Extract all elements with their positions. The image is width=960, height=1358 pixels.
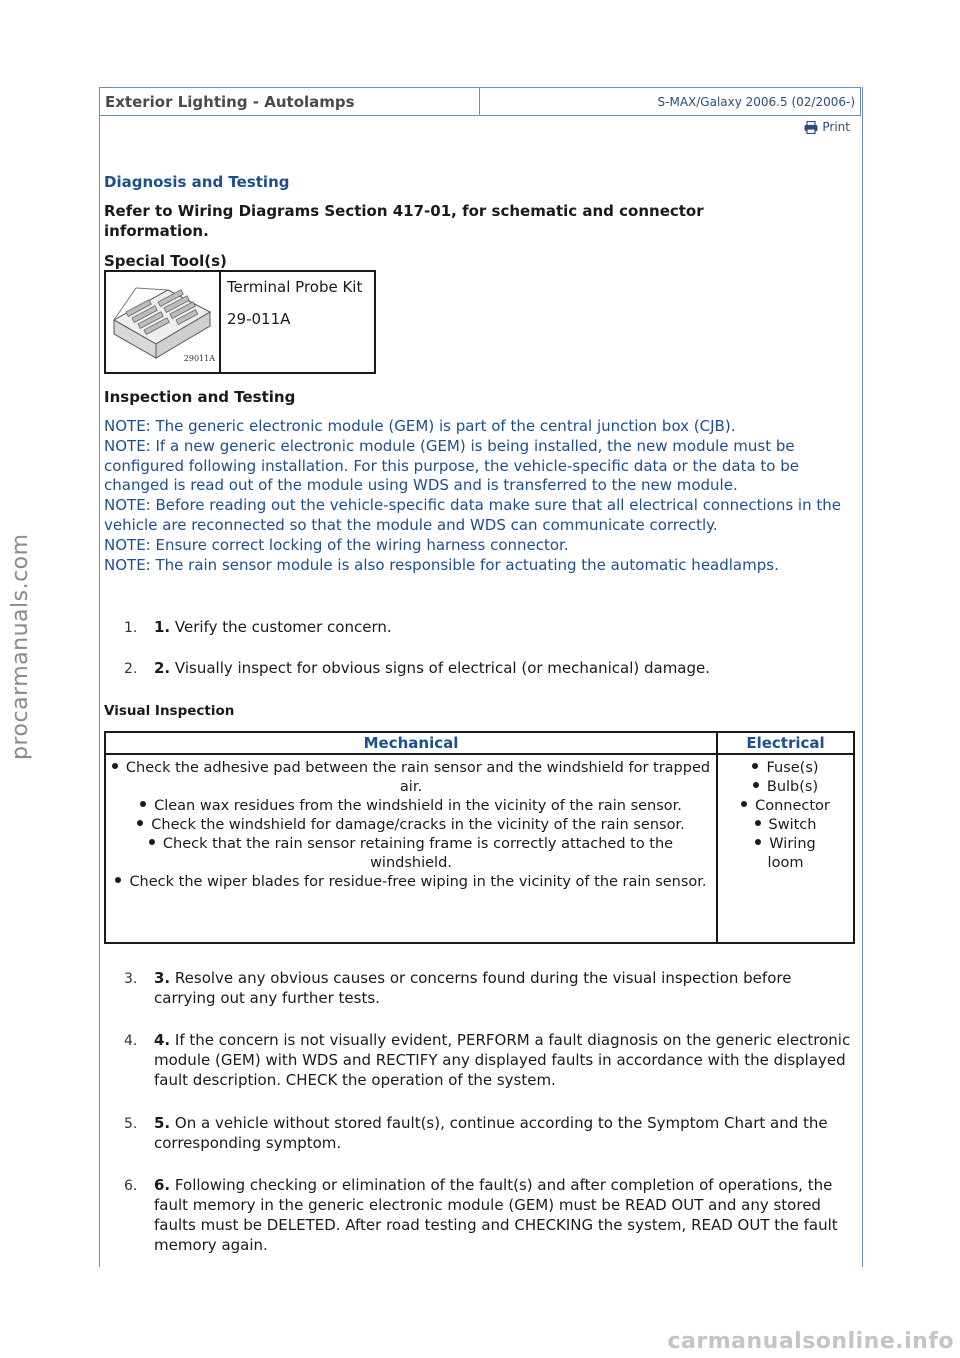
special-tool-table [104,270,376,374]
step-2 [104,658,874,678]
note-2: NOTE: If a new generic electronic module (GEM) is being installed, the new module must be configured following installation. For this purpose, the vehicle-specific data or the data to be changed is read out of the module using WDS and is transferred to the new module. [104,436,799,495]
mechanical-item: Check the wiper blades for residue-free wiping in the vicinity of the rain sensor. [108,873,714,892]
header-electrical: Electrical [717,732,854,754]
note-3: NOTE: Before reading out the vehicle-specific data make sure that all electrical connections in the vehicle are reconnected so that the module and WDS can communicate correctly. [104,496,841,534]
step-number: 4. [124,1033,138,1049]
step-text: Resolve any obvious causes or concerns found during the visual inspection before carrying out any further tests. [154,969,792,1007]
note-5: NOTE: The rain sensor module is also responsible for actuating the automatic headlamps. [104,555,779,574]
side-watermark: procarmanuals.com [8,533,33,760]
electrical-item: Fuse(s) [724,759,847,778]
printer-icon [804,121,818,134]
print-label[interactable]: Print [822,120,850,134]
visual-inspection-table [104,731,855,944]
tool-image-code: 29011A [183,354,215,363]
step-number: 2. [124,661,138,677]
vehicle-model: S-MAX/Galaxy 2006.5 (02/2006-) [657,95,855,109]
note-1: NOTE: The generic electronic module (GEM) is part of the central junction box (CJB). [104,417,736,435]
step-5 [104,1113,859,1153]
special-tools-label: Special Tool(s) [104,252,227,270]
step-text: Visually inspect for obvious signs of electrical (or mechanical) damage. [174,659,711,677]
tool-image [106,272,221,372]
tool-number: 29-011A [227,310,291,328]
step-number: 6. [124,1178,138,1194]
step-bold-number: 1. [154,618,171,636]
step-3 [104,968,854,1008]
header-mechanical: Mechanical [105,732,717,754]
notes-block [104,417,849,575]
mechanical-list [105,754,717,943]
electrical-item: Switch [724,816,847,835]
step-bold-number: 2. [154,659,171,677]
tool-name: Terminal Probe Kit [227,278,363,296]
step-number: 5. [124,1116,138,1132]
step-text: On a vehicle without stored fault(s), continue according to the Symptom Chart and the corresponding symptom. [154,1114,828,1152]
refer-text: Refer to Wiring Diagrams Section 417-01, for schematic and connector information. [104,202,704,240]
bottom-watermark: carmanualsonline.info [667,1329,954,1354]
step-bold-number: 3. [154,969,171,987]
step-number: 1. [124,620,138,636]
mechanical-item: Check that the rain sensor retaining frame is correctly attached to the windshield. [108,835,714,873]
step-bold-number: 5. [154,1114,171,1132]
note-4: NOTE: Ensure correct locking of the wiring harness connector. [104,535,569,554]
inspection-title: Inspection and Testing [104,388,296,406]
electrical-item: Connector [724,797,847,816]
step-text: Following checking or elimination of the fault(s) and after completion of operations, the fault memory in the generic electronic module (GEM) must be READ OUT and any stored faults must be DELETED. After road testing and CHECKING the system, READ OUT the fault memory again. [154,1176,838,1254]
section-title: Diagnosis and Testing [104,173,290,191]
mechanical-item: Check the windshield for damage/cracks in the vicinity of the rain sensor. [108,816,714,835]
mechanical-item: Clean wax residues from the windshield in the vicinity of the rain sensor. [108,797,714,816]
tool-details [221,272,362,372]
mechanical-item: Check the adhesive pad between the rain sensor and the windshield for trapped air. [108,759,714,797]
electrical-item: Wiring loom [724,835,847,873]
step-bold-number: 4. [154,1031,171,1049]
page-title: Exterior Lighting - Autolamps [100,88,480,115]
step-6 [104,1175,859,1255]
electrical-item: Bulb(s) [724,778,847,797]
document-header [99,87,861,116]
electrical-list [717,754,854,943]
step-text: If the concern is not visually evident, PERFORM a fault diagnosis on the generic electronic module (GEM) with WDS and RECTIFY any displayed faults in accordance with the displayed fault description. CHECK the operation of the system. [154,1031,851,1089]
step-bold-number: 6. [154,1176,171,1194]
step-number: 3. [124,971,138,987]
step-1 [104,617,854,637]
print-link[interactable] [804,120,850,134]
step-4 [104,1030,854,1090]
visual-inspection-title: Visual Inspection [104,703,235,719]
step-text: Verify the customer concern. [174,618,392,636]
